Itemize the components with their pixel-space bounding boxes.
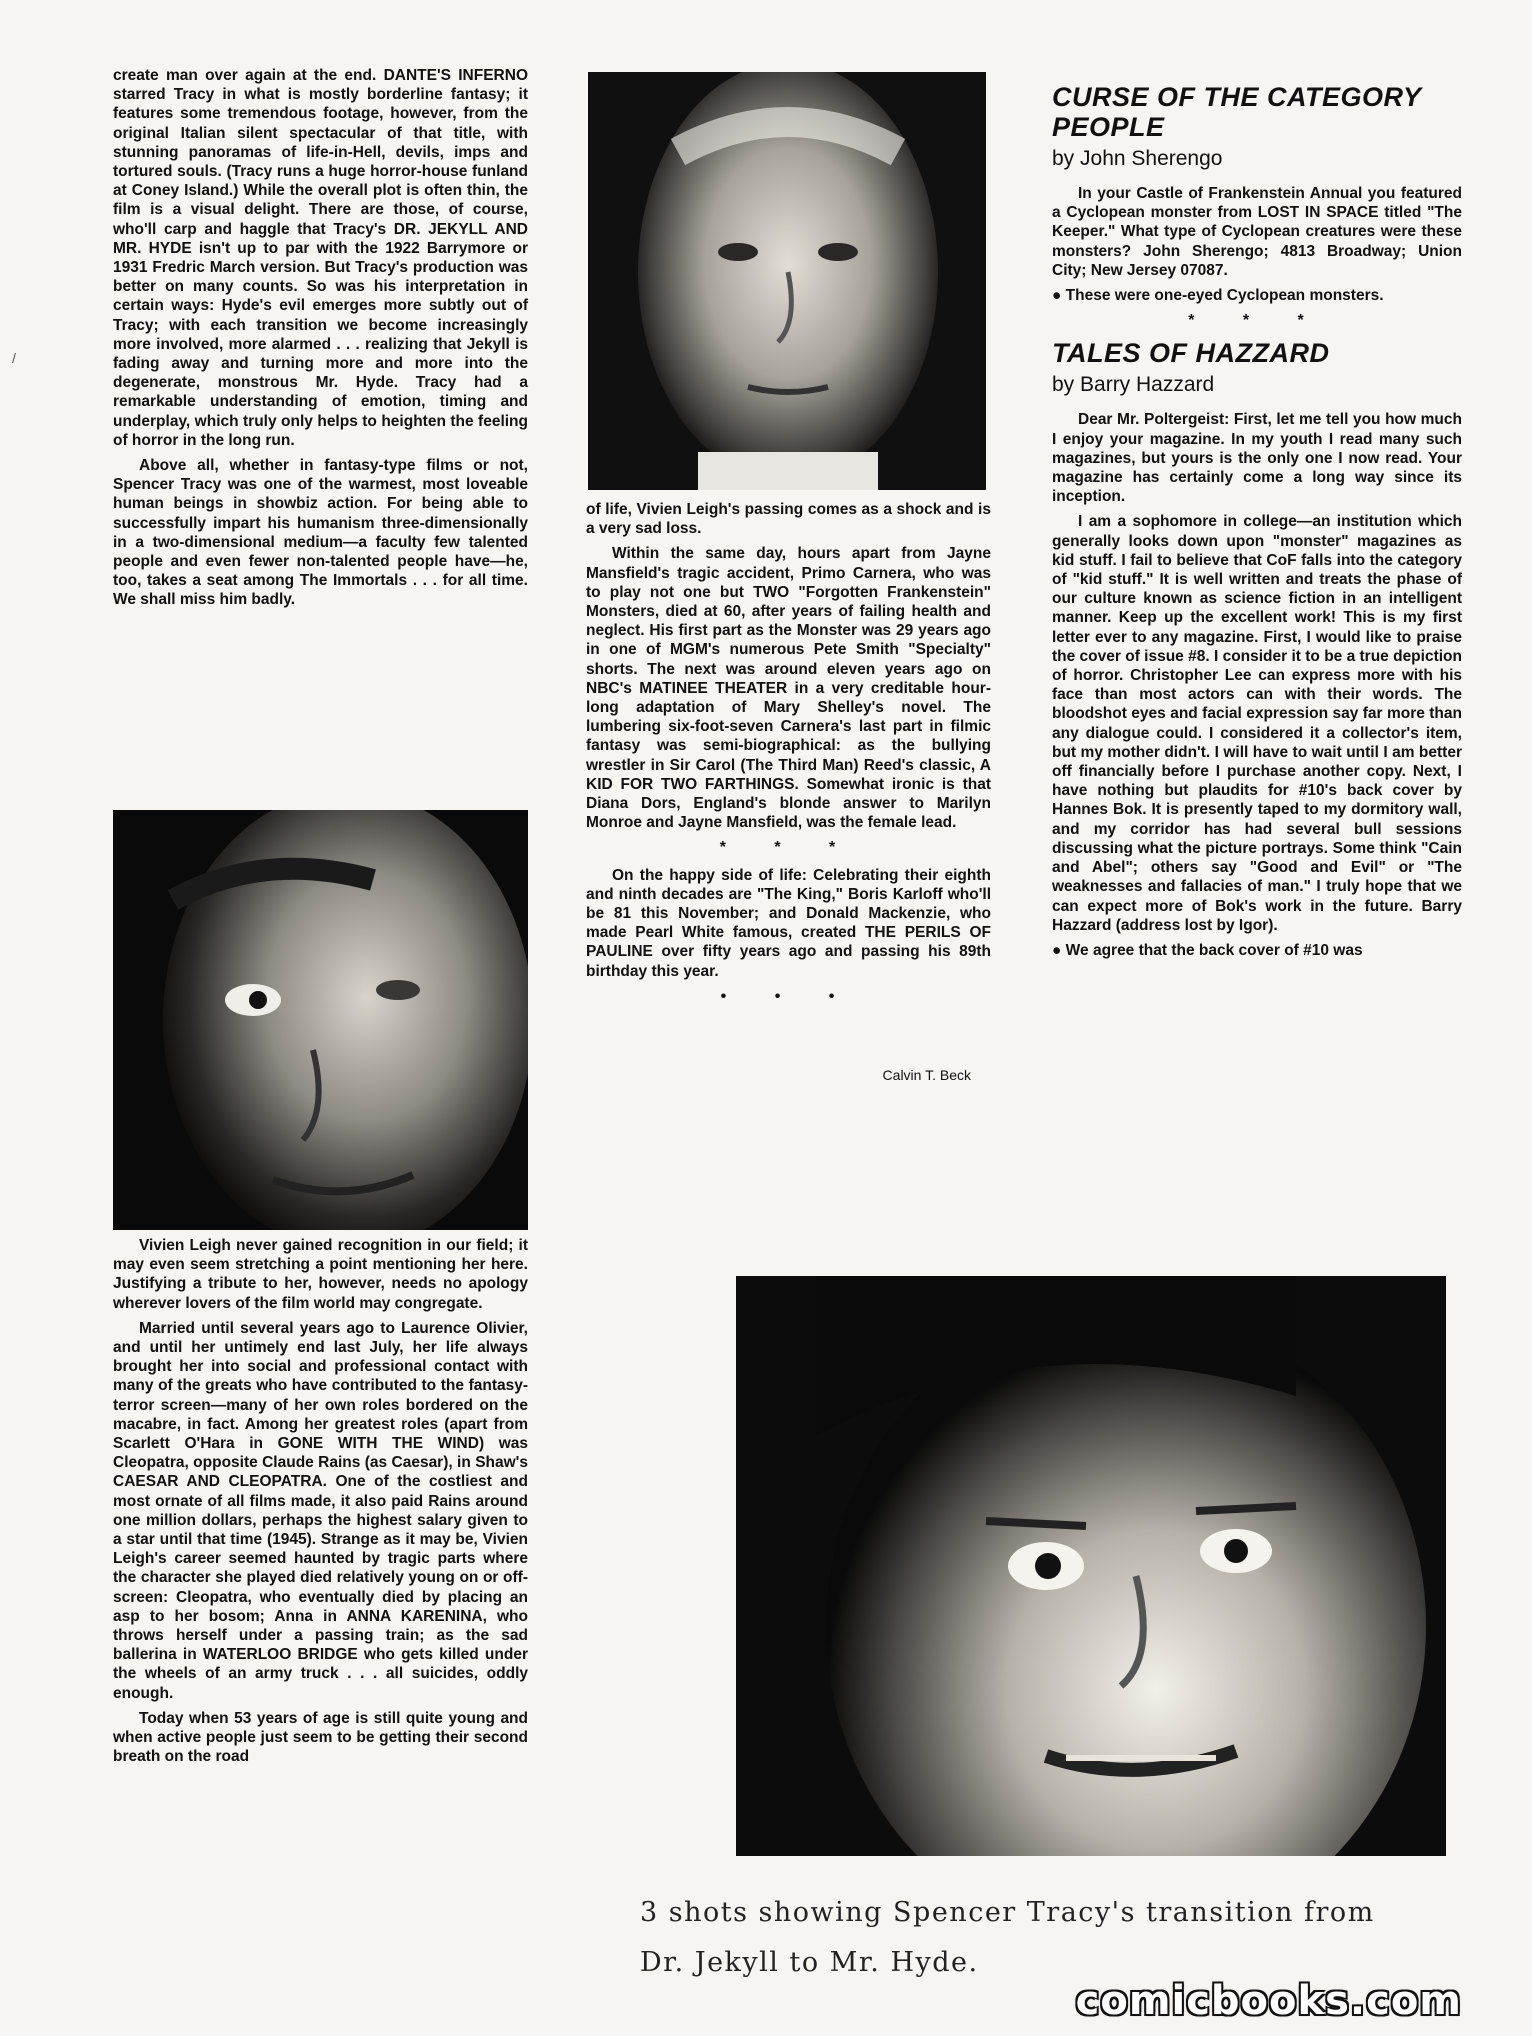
caption-line: 3 shots showing Spencer Tracy's transition from — [640, 1897, 1375, 1928]
paragraph: On the happy side of life: Celebrating their eighth and ninth decades are "The King," Boris Karloff who'll be 81 this November; and Donald Mackenzie, who made Pearl White famous, created THE PERILS OF PAULINE over fifty years ago and passing his 89th birthday this year. — [586, 866, 991, 980]
letter-text: In your Castle of Frankenstein Annual you featured a Cyclopean monster from LOST IN SPACE titled "The Keeper." What type of Cyclopean creatures were these monsters? John Sherengo; 4813 Broadway; Union City; New Jersey 07087. — [1052, 185, 1462, 279]
section-divider: * * * — [1188, 312, 1326, 330]
paragraph: of life, Vivien Leigh's passing comes as a shock and is a very sad loss. — [586, 501, 991, 538]
margin-mark: / — [12, 350, 16, 366]
paragraph: create man over again at the end. DANTE'S INFERNO starred Tracy in what is mostly borderline fantasy; it features some tremendous footage, however, from the original Italian silent spectacular of that title, with stunning panoramas of life-in-Hell, devils, imps and tortured souls. (Tracy runs a huge horror-house funland at Coney Island.) While the overall plot is often thin, the film is a visual delight. There are those, of course, who'll carp and haggle that Tracy's DR. JEKYLL AND MR. HYDE isn't up to par with the 1922 Barrymore or 1931 Fredric March version. But Tracy's production was better on many counts. So was his interpretation in certain ways: Hyde's evil emerges more subtly out of Tracy; with each transition we become increasingly more involved, more alarmed . . . realizing that Jekyll is fading away and turning more and more into the degenerate, monstrous Mr. Hyde. Tracy had a remarkable understanding of emotion, timing and underplay, which truly only helps to heighten the feeling of horror in the long run. — [113, 67, 528, 449]
paragraph: Married until several years ago to Laurence Olivier, and until her untimely end last July, her life always brought her into social and professional contact with many of the greats who have contributed to the fantasy-terror screen—many of her own roles bordered on the macabre, in fact. Among her greatest roles (apart from Scarlett O'Hara in GONE WITH THE WIND) was Cleopatra, opposite Claude Rains (as Caesar), in Shaw's CAESAR AND CLEOPATRA. One of the costliest and most ornate of all films made, it also paid Rains around one million dollars, perhaps the highest salary given to a star until that time (1945). Strange as it may be, Vivien Leigh's career seemed haunted by tragic parts where the character she played died relatively young on or off-screen: Cleopatra, who eventually died by placing an asp to her bosom; Anna in ANNA KARENINA, who throws herself under a passing train; as the sad ballerina in WATERLOO BRIDGE who gets killed under the wheels of an army truck . . . all suicides, oddly enough. — [113, 1319, 528, 1702]
article-column-left-top — [113, 66, 528, 616]
letter-heading: CURSE OF THE CATEGORY PEOPLE — [1052, 82, 1422, 142]
section-divider: • • • — [720, 987, 857, 1005]
paragraph: Today when 53 years of age is still quite young and when active people just seem to be getting their second breath on the road — [113, 1709, 528, 1766]
letter-byline: by Barry Hazzard — [1052, 373, 1215, 397]
letter-text: Dear Mr. Poltergeist: First, let me tell you how much I enjoy your magazine. In my youth I read many such magazines, but yours is the only one I now read. Your magazine has certainly come a long way since its inception. — [1052, 411, 1462, 506]
letters-column-right — [1052, 82, 1462, 966]
article-column-left-bottom — [113, 1236, 528, 1772]
author-signature: Calvin T. Beck — [882, 1067, 971, 1084]
photo-tracy-transition-middle — [113, 810, 528, 1230]
photo-tracy-jekyll — [588, 72, 986, 490]
photo-tracy-hyde — [736, 1276, 1446, 1856]
paragraph: Within the same day, hours apart from Jayne Mansfield's tragic accident, Primo Carnera, who was to play not one but TWO "Forgotten Frankenstein" Monsters, died at 60, after years of failing health and neglect. His first part as the Monster was 29 years ago in one of MGM's numerous Pete Smith "Specialty" shorts. The next was around eleven years ago on NBC's MATINEE THEATER in a very creditable hour-long adaptation of Mary Shelley's novel. The lumbering six-foot-seven Carnera's last part in filmic fantasy was semi-biographical: as the bullying wrestler in Sir Carol (The Third Man) Reed's classic, A KID FOR TWO FARTHINGS. Somewhat ironic is that Diana Dors, England's blonde answer to Marilyn Monroe and Jayne Mansfield, was the female lead. — [586, 545, 991, 832]
article-column-middle — [586, 500, 991, 1085]
paragraph: Above all, whether in fantasy-type films or not, Spencer Tracy was one of the warmest, most loveable human beings in showbiz action. For being able to successfully impart his humanism three-dimensionally in a two-dimensional medium—a faculty few talented people and even fewer non-talented people have—he, too, takes a seat among The Immortals . . . for all time. We shall miss him badly. — [113, 457, 528, 609]
editor-reply: ● We agree that the back cover of #10 was — [1052, 941, 1363, 959]
photo-caption — [640, 1888, 1460, 1988]
caption-line: Dr. Jekyll to Mr. Hyde. — [640, 1947, 979, 1978]
paragraph: Vivien Leigh never gained recognition in our field; it may even seem stretching a point mentioning her here. Justifying a tribute to her, however, needs no apology wherever lovers of the film world may congregate. — [113, 1237, 528, 1312]
watermark-logo: comicbooks.com — [1075, 1978, 1462, 2024]
editor-reply: ● These were one-eyed Cyclopean monsters. — [1052, 287, 1384, 305]
letter-heading: TALES OF HAZZARD — [1052, 338, 1330, 369]
letter-text: I am a sophomore in college—an institution which generally looks down upon "monster" magazines as kid stuff. I fail to believe that CoF falls into the category of "kid stuff." It is well written and treats the phase of our culture known as science fiction in an intelligent manner. Keep up the excellent work! This is my first letter ever to any magazine. First, I would like to praise the cover of issue #8. I consider it to be a true depiction of horror. Christopher Lee can express more with his face than most actors can with their words. The bloodshot eyes and facial expression say far more than any dialogue could. I considered it a collector's item, but my mother didn't. I will have to wait until I am better off financially before I purchase another copy. Next, I have nothing but plaudits for #10's back cover by Hannes Bok. It is presently taped to my dormitory wall, and my corridor has had several bull sessions discussing what the picture portrays. Some think "Cain and Abel"; others say "Good and Evil" or "The weaknesses and fallacies of man." I truly hope that we can expect more of Bok's work in the future. Barry Hazzard (address lost by Igor). — [1052, 513, 1462, 934]
section-divider: * * * — [719, 839, 858, 857]
letter-byline: by John Sherengo — [1052, 147, 1223, 170]
